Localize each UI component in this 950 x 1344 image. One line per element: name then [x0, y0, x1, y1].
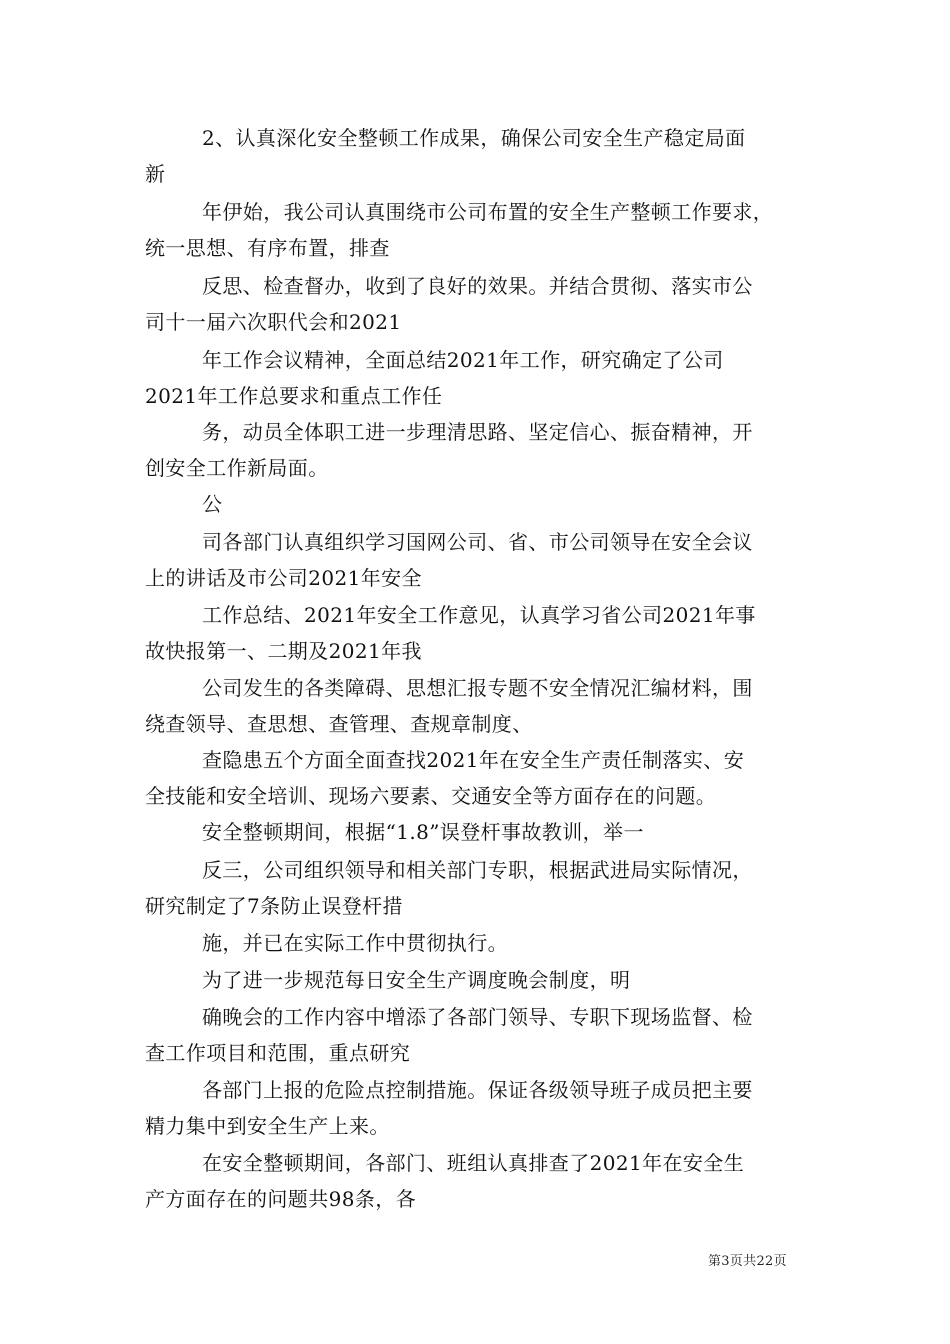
paragraph-line: 反思、检查督办，收到了良好的效果。并结合贯彻、落实市公 [202, 274, 753, 298]
paragraph-line: 查工作项目和范围，重点研究 [145, 1041, 411, 1065]
paragraph-line: 上的讲话及市公司2021年安全 [145, 566, 422, 590]
paragraph-line: 安全整顿期间，根据“1.8”误登杆事故教训，举一 [202, 820, 644, 844]
paragraph-line: 司各部门认真组织学习国网公司、省、市公司领导在安全会议 [202, 530, 753, 554]
paragraph-line: 创安全工作新局面。 [145, 456, 329, 480]
paragraph [145, 852, 815, 924]
paragraph [145, 486, 815, 522]
paragraph-line: 全技能和安全培训、现场六要素、交通安全等方面存在的问题。 [145, 784, 717, 808]
paragraph [145, 962, 815, 998]
paragraph [145, 1072, 815, 1144]
paragraph [145, 814, 815, 850]
paragraph-line: 为了进一步规范每日安全生产调度晚会制度，明 [202, 968, 631, 992]
paragraph-line: 在安全整顿期间，各部门、班组认真排查了2021年在安全生 [202, 1151, 745, 1175]
paragraph [145, 1145, 815, 1217]
paragraph [145, 194, 815, 266]
paragraph [145, 268, 815, 340]
paragraph-line: 精力集中到安全生产上来。 [145, 1114, 390, 1138]
paragraph-line: 公司发生的各类障碍、思想汇报专题不安全情况汇编材料，围 [202, 676, 753, 700]
paragraph [145, 925, 815, 961]
paragraph [145, 597, 815, 669]
page-number-footer: 第3页共22页 [708, 1254, 787, 1269]
paragraph [145, 524, 815, 596]
paragraph-line: 年伊始，我公司认真围绕市公司布置的安全生产整顿工作要求， [202, 200, 774, 224]
paragraph-line: 研究制定了7条防止误登杆措 [145, 894, 403, 918]
paragraph-line: 施，并已在实际工作中贯彻执行。 [202, 931, 508, 955]
paragraph [145, 342, 815, 414]
paragraph-line: 统一思想、有序布置，排查 [145, 236, 390, 260]
paragraph-line: 产方面存在的问题共98条，各 [145, 1187, 417, 1211]
paragraph-line: 公 [202, 492, 223, 516]
paragraph-line: 司十一届六次职代会和2021 [145, 310, 402, 334]
paragraph-line: 绕查领导、查思想、查管理、查规章制度、 [145, 712, 533, 736]
paragraph-line: 2021年工作总要求和重点工作任 [145, 384, 443, 408]
paragraph-line: 故快报第一、二期及2021年我 [145, 639, 422, 663]
paragraph-line: 工作总结、2021年安全工作意见，认真学习省公司2021年事 [202, 603, 756, 627]
paragraph-line: 年工作会议精神，全面总结2021年工作，研究确定了公司 [202, 348, 724, 372]
paragraph [145, 120, 815, 192]
paragraph [145, 670, 815, 742]
paragraph-line: 确晚会的工作内容中增添了各部门领导、专职下现场监督、检 [202, 1005, 753, 1029]
paragraph-line: 新 [145, 162, 166, 186]
paragraph-line: 务，动员全体职工进一步理清思路、坚定信心、振奋精神，开 [202, 420, 753, 444]
paragraph-line: 各部门上报的危险点控制措施。保证各级领导班子成员把主要 [202, 1078, 753, 1102]
paragraph-line: 反三，公司组织领导和相关部门专职，根据武进局实际情况， [202, 858, 753, 882]
paragraph [145, 742, 815, 814]
paragraph [145, 999, 815, 1071]
paragraph-line: 查隐患五个方面全面查找2021年在安全生产责任制落实、安 [202, 748, 745, 772]
paragraph [145, 414, 815, 486]
paragraph-line: 2、认真深化安全整顿工作成果，确保公司安全生产稳定局面 [202, 126, 746, 150]
